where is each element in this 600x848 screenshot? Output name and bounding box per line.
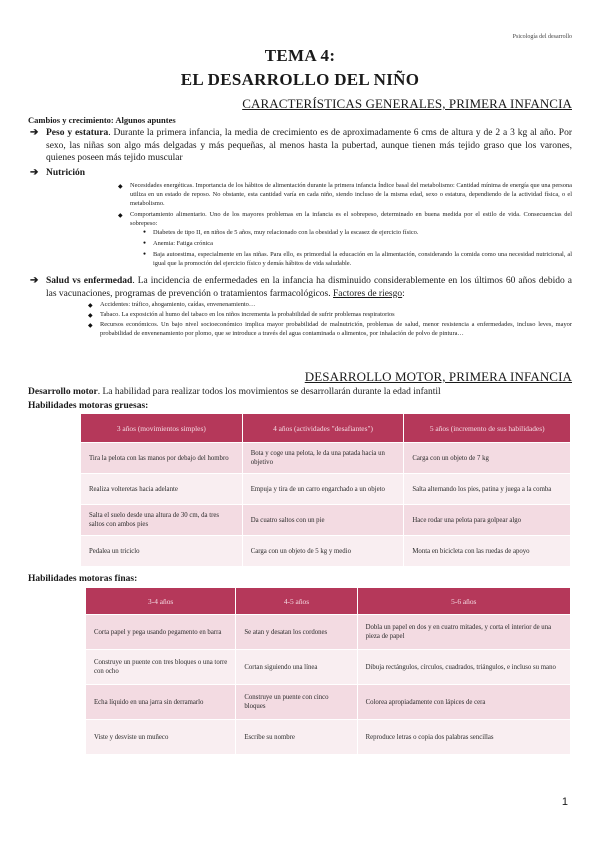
table-cell: Dobla un papel en dos y en cuatro mitades, y corta el interior de una pieza de papel: [357, 615, 570, 650]
diamond-bullet-icon: ◆: [118, 184, 123, 190]
table-cell: Salta el suelo desde una altura de 30 cm, da tres saltos con ambos pies: [81, 505, 243, 536]
peso-label: Peso y estatura: [46, 128, 109, 138]
table-row: [81, 443, 571, 474]
riesgo-recursos: Recursos económicos. Un bajo nivel socioeconómico implica mayor probabilidad de malnutrición, problemas de salud, menor resistencia a enfermedades, incluso leves, mayor probabilidad de envenenamiento por plomo, que se introduce a través del agua contaminada o alimentos, por inhalación de polvo de pintura…: [100, 321, 572, 337]
table-row: [81, 474, 571, 505]
nutricion-label: Nutrición: [46, 168, 86, 178]
peso-text: . Durante la primera infancia, la media de crecimiento es de aproximadamente 6 cms de altura y de 2 a 3 kg al año. Por sexo, las niñas son algo más delgadas y más pequeñas, al menos hasta la pubertad, aunque tienen más tejido graso que los varones, quienes poseen más tejido muscular: [46, 128, 572, 163]
running-header: Psicología del desarrollo: [512, 34, 572, 40]
table-cell: Realiza volteretas hacia adelante: [81, 474, 243, 505]
table-cell: Echa líquido en una jarra sin derramarlo: [86, 685, 236, 720]
nutricion-bullet-comportamiento: Comportamiento alimentario. Uno de los mayores problemas en la infancia es el sobrepeso, determinado en buena medida por el estilo de vida. Consecuencias del sobrepeso:: [130, 211, 572, 227]
table-cell: Bota y coge una pelota, le da una patada hacia un objetivo: [242, 443, 404, 474]
column-header: 3-4 años: [86, 588, 236, 615]
section-heading-general: CARACTERÍSTICAS GENERALES, PRIMERA INFANCIA: [242, 96, 572, 111]
arrow-icon: ➔: [30, 127, 39, 138]
table-cell: Escribe su nombre: [236, 720, 357, 755]
table-row: [86, 720, 571, 755]
diamond-bullet-icon: ◆: [88, 323, 93, 329]
circle-bullet-icon: ●: [143, 241, 147, 246]
table-cell: Construye un puente con cinco bloques: [236, 685, 357, 720]
column-header: 3 años (movimientos simples): [81, 414, 243, 443]
table-cell: Monta en bicicleta con las ruedas de apoyo: [404, 536, 571, 567]
table-row: [86, 650, 571, 685]
table-header-row: [86, 588, 571, 615]
desarrollo-motor-label: Desarrollo motor: [28, 387, 98, 397]
table-motoras-gruesas: [80, 413, 571, 567]
table-cell: Dibuja rectángulos, círculos, cuadrados, triángulos, e incluso su mano: [357, 650, 570, 685]
table-cell: Se atan y desatan los cordones: [236, 615, 357, 650]
table-cell: Tira la pelota con las manos por debajo del hombro: [81, 443, 243, 474]
table-cell: Colorea apropiadamente con lápices de cera: [357, 685, 570, 720]
paragraph-salud: Salud vs enfermedad. La incidencia de enfermedades en la infancia ha disminuido considerablemente en los últimos 60 años debido a las vacunaciones, programas de prevención o tratamientos farmacológicos. Factores de riesgo:: [46, 276, 572, 299]
subheading-cambios: Cambios y crecimiento: Algunos apuntes: [28, 115, 176, 125]
table-cell: Salta alternando los pies, patina y juega a la comba: [404, 474, 571, 505]
chapter-number: TEMA 4:: [264, 46, 336, 65]
sobrepeso-item-diabetes: Diabetes de tipo II, en niños de 5 años, muy relacionado con la obesidad y la escasez de ejercicio físico.: [153, 229, 419, 236]
sobrepeso-item-anemia: Anemia: Fatiga crónica: [153, 240, 213, 247]
heading-gruesas: Habilidades motoras gruesas:: [28, 401, 149, 411]
table-cell: Carga con un objeto de 7 kg: [404, 443, 571, 474]
table-cell: Carga con un objeto de 5 kg y medio: [242, 536, 404, 567]
desarrollo-motor-text: . La habilidad para realizar todos los movimientos se desarrollarán durante la edad infantil: [97, 387, 441, 397]
table-row: [86, 615, 571, 650]
diamond-bullet-icon: ◆: [118, 213, 123, 219]
paragraph-peso: [46, 127, 572, 165]
table-cell: Empuja y tira de un carro engarchado a un objeto: [242, 474, 404, 505]
salud-label: Salud vs enfermedad: [46, 276, 133, 286]
table-row: [86, 685, 571, 720]
column-header: 5-6 años: [357, 588, 570, 615]
riesgo-tabaco: Tabaco. La exposición al humo del tabaco en los niños incrementa la probabilidad de sufrir problemas respiratorios: [100, 311, 395, 318]
table-header-row: [81, 414, 571, 443]
section-heading-motor: DESARROLLO MOTOR, PRIMERA INFANCIA: [304, 369, 572, 384]
diamond-bullet-icon: ◆: [88, 303, 93, 309]
salud-text: . La incidencia de enfermedades en la infancia ha disminuido considerablemente en los últimos 60 años debido a las vacunaciones, programas de prevención o tratamientos farmacológicos.: [46, 276, 572, 299]
table-motoras-finas: [85, 587, 571, 755]
nutricion-bullet-energeticas: Necesidades energéticas. Importancia de los hábitos de alimentación durante la primera infancia Índice basal del metabolismo: Cantidad mínima de energía que una persona utiliza en un estado de reposo. No obstante, esta cantidad varía en cada niño, siendo incluso de la misma edad, sexo o estatura, dependiendo de la actividad física, o el metabolismo.: [130, 182, 572, 207]
table-cell: Construye un puente con tres bloques o una torre con ocho: [86, 650, 236, 685]
table-row: [81, 536, 571, 567]
column-header: 4-5 años: [236, 588, 357, 615]
arrow-icon: ➔: [30, 167, 39, 178]
table-cell: Pedalea un triciclo: [81, 536, 243, 567]
diamond-bullet-icon: ◆: [88, 313, 93, 319]
table-cell: Corta papel y pega usando pegamento en barra: [86, 615, 236, 650]
sobrepeso-item-autoestima: Baja autoestima, especialmente en las niñas. Para ello, es primordial la educación en la alimentación, considerando la comida como una necesidad nutricional, al igual que la promoción del ejercicio físico y demás hábitos de vida saludable.: [153, 251, 572, 267]
riesgo-accidentes: Accidentes: tráfico, ahogamiento, caídas, envenenamiento…: [100, 301, 256, 308]
table-cell: Cortan siguiendo una línea: [236, 650, 357, 685]
column-header: 4 años (actividades "desafiantes"): [242, 414, 404, 443]
table-cell: Reproduce letras o copia dos palabras sencillas: [357, 720, 570, 755]
circle-bullet-icon: ●: [143, 230, 147, 235]
factores-riesgo-label: Factores de riesgo: [333, 288, 403, 299]
circle-bullet-icon: ●: [143, 252, 147, 257]
arrow-icon: ➔: [30, 275, 39, 286]
table-cell: Da cuatro saltos con un pie: [242, 505, 404, 536]
paragraph-desarrollo-motor: [28, 387, 572, 397]
heading-finas: Habilidades motoras finas:: [28, 574, 138, 584]
table-row: [81, 505, 571, 536]
table-cell: Hace rodar una pelota para golpear algo: [404, 505, 571, 536]
page-number: 1: [561, 796, 568, 808]
column-header: 5 años (incremento de sus habilidades): [404, 414, 571, 443]
table-cell: Viste y desviste un muñeco: [86, 720, 236, 755]
chapter-title: EL DESARROLLO DEL NIÑO: [180, 70, 420, 89]
